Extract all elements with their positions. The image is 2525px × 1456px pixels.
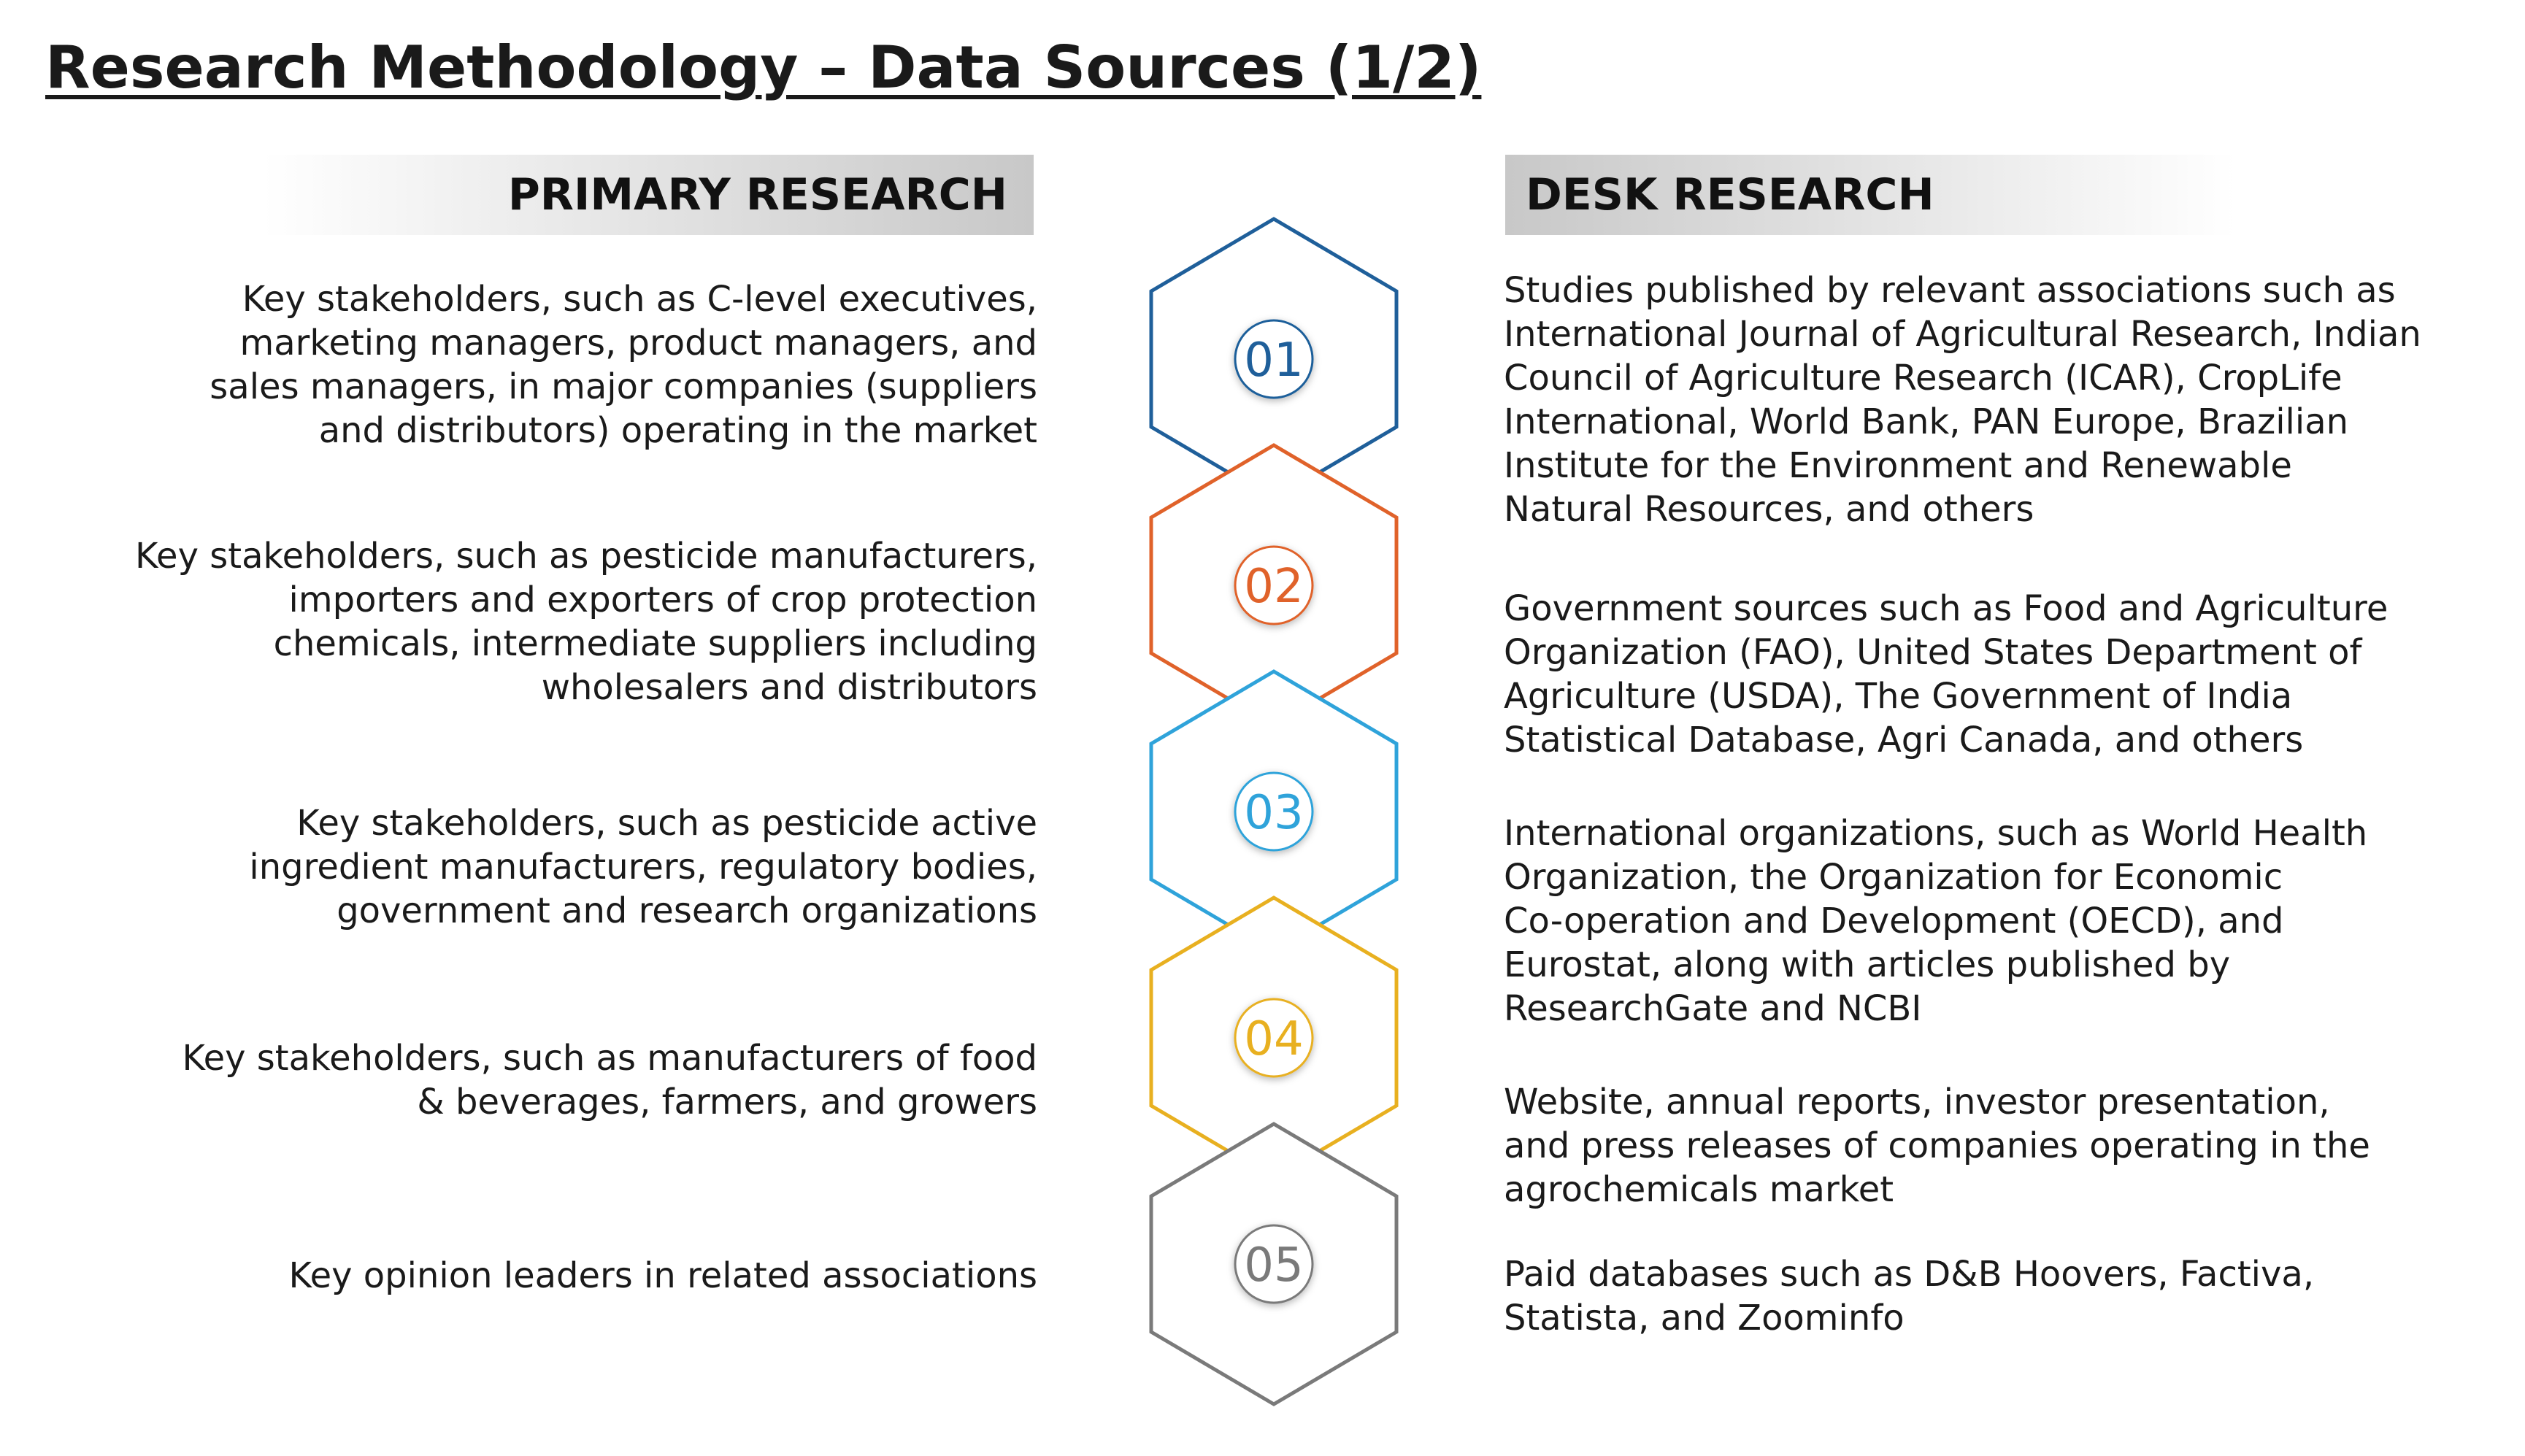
desk-research-header-label: DESK RESEARCH [1526,169,1934,220]
desk-item-3-line-3: Co-operation and Development (OECD), and [1504,901,2284,941]
primary-item-2-line-2: importers and exporters of crop protection [288,579,1037,620]
primary-item-1-line-3: sales managers, in major companies (suppliers [210,366,1037,407]
desk-item-3-line-5: ResearchGate and NCBI [1504,988,1922,1029]
primary-item-1-line-2: marketing managers, product managers, and [239,323,1037,363]
desk-item-1-line-2: International Journal of Agricultural Research, Indian [1504,314,2421,355]
primary-item-2-line-4: wholesalers and distributors [541,667,1037,708]
step-04-number: 04 [1244,1012,1304,1066]
primary-item-4-line-2: & beverages, farmers, and growers [417,1082,1037,1122]
desk-item-1-line-6: Natural Resources, and others [1504,489,2034,530]
desk-item-1-line-3: Council of Agriculture Research (ICAR), CropLife [1504,358,2343,398]
desk-item-4-line-2: and press releases of companies operating in the [1504,1125,2370,1166]
step-05-hexagon-group [1151,1124,1396,1404]
desk-item-4-line-1: Website, annual reports, investor presentation, [1504,1082,2330,1122]
primary-item-3-line-3: government and research organizations [337,890,1037,931]
desk-item-3-line-1: International organizations, such as World Health [1504,813,2368,854]
primary-item-5-line-1: Key opinion leaders in related associations [288,1255,1037,1296]
desk-item-1-line-4: International, World Bank, PAN Europe, Brazilian [1504,401,2349,442]
desk-item-5-line-2: Statista, and Zoominfo [1504,1298,1905,1338]
desk-item-1-line-1: Studies published by relevant associations such as [1504,270,2396,311]
desk-item-2-line-2: Organization (FAO), United States Department of [1504,632,2362,673]
primary-item-4-line-1: Key stakeholders, such as manufacturers of food [182,1038,1037,1079]
primary-item-3-line-2: ingredient manufacturers, regulatory bodies, [249,847,1037,887]
desk-item-3-line-4: Eurostat, along with articles published by [1504,944,2231,985]
primary-item-1-line-1: Key stakeholders, such as C-level executives, [242,279,1037,320]
primary-item-1-line-4: and distributors) operating in the market [318,410,1037,451]
primary-item-2-line-1: Key stakeholders, such as pesticide manufacturers, [134,536,1037,577]
step-01-number: 01 [1244,334,1304,388]
desk-item-2-line-4: Statistical Database, Agri Canada, and others [1504,720,2304,760]
primary-research-header-label: PRIMARY RESEARCH [507,169,1007,220]
desk-item-5-line-1: Paid databases such as D&B Hoovers, Factiva, [1504,1254,2315,1295]
step-05-number: 05 [1244,1239,1304,1293]
primary-item-2-line-3: chemicals, intermediate suppliers including [273,623,1037,664]
step-02-number: 02 [1244,560,1304,614]
desk-item-2-line-1: Government sources such as Food and Agriculture [1504,588,2388,629]
page-title: Research Methodology – Data Sources (1/2) [45,34,1482,101]
desk-item-3-line-2: Organization, the Organization for Economic [1504,857,2283,898]
primary-item-3-line-1: Key stakeholders, such as pesticide active [296,803,1037,844]
desk-item-4-line-3: agrochemicals market [1504,1169,1894,1210]
step-03-number: 03 [1244,786,1304,840]
desk-item-2-line-3: Agriculture (USDA), The Government of India [1504,676,2293,717]
desk-item-1-line-5: Institute for the Environment and Renewable [1504,445,2292,486]
